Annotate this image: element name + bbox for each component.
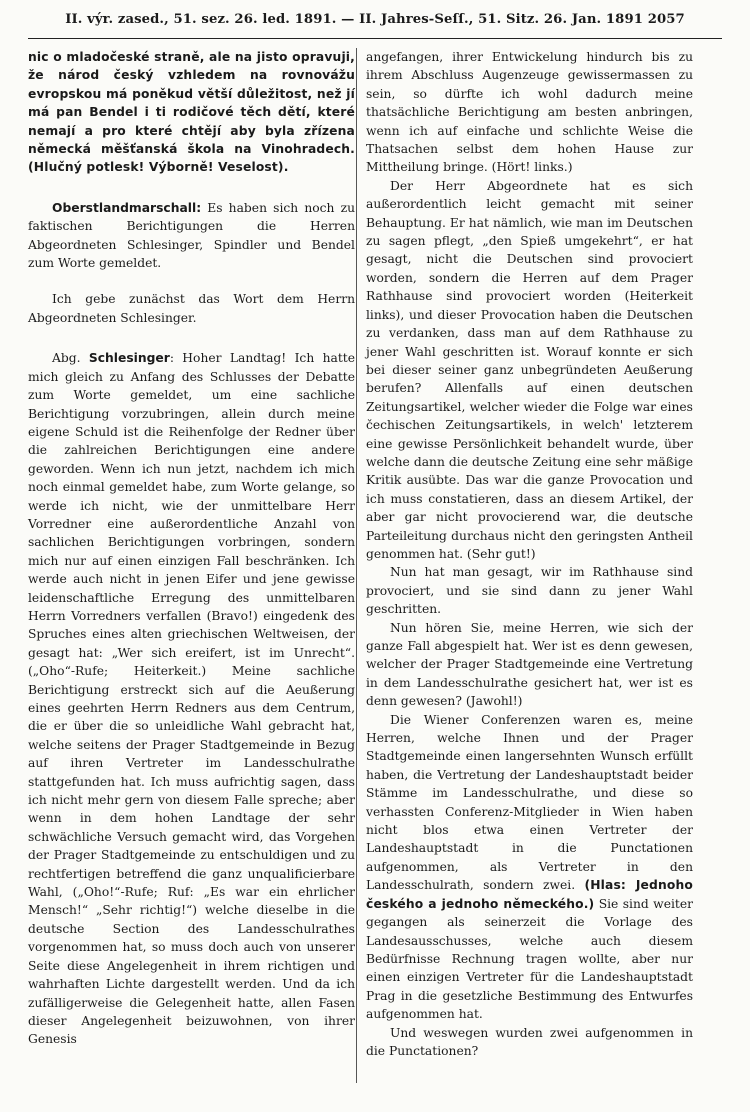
header-rule [28, 38, 722, 39]
paragraph-oberstlandmarschall [28, 199, 355, 273]
speaker-name: Schlesinger [88, 351, 170, 366]
right-column [366, 48, 693, 1060]
paragraph: Nun hören Sie, meine Herren, wie sich der ganze Fall abgespielt hat. Wer ist es denn gewesen, welcher der Prager Stadtgemeinde eine Vertretung in dem Landesschulrathe gesichert hat, wer ist es denn gewesen? (Jawohl!) [366, 620, 693, 709]
paragraph-text: : Hoher Landtag! Ich hatte mich gleich zu Anfang des Schlusses der Debatte zum Worte gemeldet, um eine sachliche Berichtigung vorzubringen, allein durch meine eigene Schuld ist die Reihenfolge der Redner über die zahlreichen Berichtigungen eine andere geworden. Wenn ich nun jetzt, nachdem ich mich noch einmal gemeldet habe, zum Worte gelange, so werde ich nicht, wie der unmittelbare Herr Vorredner eine außerordentliche Anzahl von sachlichen Berichtigungen vorbringen, sondern mich nur auf einen einzigen Fall beschränken. Ich werde auch nicht in jenen Eifer und jene gewisse leidenschaftliche Erregung des unmittelbaren Herrn Vorredners verfallen (Bravo!) eingedenk des Spruches eines alten griechischen Weltweisen, der gesagt hat: „Wer sich ereifert, ist im Unrecht“. („Oho“-Rufe; Heiterkeit.) Meine sachliche Berichtigung erstreckt sich auf die Aeußerung eines geehrten Herrn Redners aus dem Centrum, die er über die so unleidliche Wahl gebracht hat, welche seitens der Prager Stadtgemeinde in Bezug auf ihren Vertreter im Landesschulrathe stattgefunden hat. Ich muss aufrichtig sagen, dass ich nicht mehr gern von diesem Falle spreche; aber wenn in dem hohen Landtage der sehr schwächliche Versuch gemacht wird, das Vorgehen der Prager Stadtgemeinde zu entschuldigen und zu rechtfertigen betreffend die ganz unqualificierbare Wahl, („Oho!“-Rufe; Ruf: „Es war ein ehrlicher Mensch!“ „Sehr richtig!“) welche dieselbe in die deutsche Section des Landesschulrathes vorgenommen hat, so muss doch auch von unserer Seite diese Angelegenheit in ihrem richtigen und wahrhaften Lichte dargestellt werden. Und da ich zufälligerweise die Gelegenheit hatte, allen Fasen dieser Angelegenheit beizuwohnen, von ihrer Genesis [28, 351, 355, 1047]
paragraph-schlesinger [28, 349, 355, 1048]
paragraph: Der Herr Abgeordnete hat es sich außerordentlich leicht gemacht mit seiner Behauptung. Er hat nämlich, wie man im Deutschen zu sagen pflegt, „den Spieß umgekehrt“, er hat gesagt, nicht die Deutschen sind provociert worden, sondern die Herren auf dem Prager Rathhause sind provociert worden (Heiterkeit links), und dieser Provocation haben die Deutschen zu verdanken, dass man auf dem Rathhause zu jener Wahl geschritten ist. Worauf konnte er sich bei dieser seiner ganz unbegründeten Aeußerung berufen? Allenfalls auf einen deutschen Zeitungsartikel, welcher wieder die Folge war eines čechischen Zeitungsartikels, in welch' letzterem eine gewisse Persönlichkeit behandelt wurde, über welche dann die deutsche Zeitung eine sehr mäßige Kritik ausübte. Das war die ganze Provocation und ich muss constatieren, dass an diesem Artikel, der aber gar nicht provocierend war, die deutsche Parteileitung durchaus nicht den geringsten Antheil genommen hat. (Sehr gut!) [366, 178, 693, 561]
paragraph: Nun hat man gesagt, wir im Rathhause sind provociert, und sie sind dann zu jener Wahl geschritten. [366, 565, 693, 617]
czech-interjection: (Hlas: Jednoho českého a jednoho německého.) [366, 878, 693, 911]
left-column [28, 48, 355, 1049]
czech-paragraph: nic o mladočeské straně, ale na jisto opravuji, že národ český vzhledem na rovnovážu evropskou má poněkud větší důležitost, než jí má pan Bendel i ti rodičové těch dětí, které nemají a pro které chtějí aby byla zřízena německá měšťanská škola na Vinohradech. (Hlučný potlesk! Výborně! Veselost). [28, 50, 355, 175]
speaker-name: Oberstlandmarschall: [52, 200, 202, 215]
paragraph-continuation: angefangen, ihrer Entwickelung hindurch bis zu ihrem Abschluss Augenzeuge gewissermassen zu sein, so dürfte ich wohl dadurch meine thatsächliche Berichtigung am besten anbringen, wenn ich auf einfache und schlichte Weise die Thatsachen selbst dem hohen Hause zur Mittheilung bringe. (Hört! links.) [366, 50, 693, 175]
paragraph-text: Es haben sich noch zu faktischen Berichtigungen die Herren Abgeordneten Schlesinger, Spindler und Bendel zum Worte gemeldet. [28, 200, 355, 271]
paragraph-wiener-conferenzen [366, 711, 693, 1024]
page-header: II. výr. zased., 51. sez. 26. led. 1891. — II. Jahres-Seſſ., 51. Sitz. 26. Jan. 1891 2057 [65, 12, 685, 27]
paragraph-announcement: Ich gebe zunächst das Wort dem Herrn Abgeordneten Schlesinger. [28, 292, 355, 325]
paragraph-text: Sie sind weiter gegangen als seinerzeit die Vorlage des Landesausschusses, welche auch diesem Bedürfnisse Rechnung tragen wollte, aber nur einen einzigen Vertreter für die Landeshauptstadt Prag in die gesetzliche Bestimmung des Entwurfes aufgenommen hat. [366, 896, 694, 1022]
speaker-prefix: Abg. [52, 351, 89, 366]
paragraph: Und weswegen wurden zwei aufgenommen in die Punctationen? [366, 1025, 693, 1058]
column-divider [356, 48, 357, 1083]
paragraph-text: Die Wiener Conferenzen waren es, meine Herren, welche Ihnen und der Prager Stadtgemeinde einen langersehnten Wunsch erfüllt haben, die Vertretung der Landeshauptstadt beider Stämme im Landesschulrathe, und diese so verhassten Conferenz-Mitglieder in Wien haben nicht blos etwa einen Vertreter der Landeshauptstadt in die Punctationen aufgenommen, als Vertreter in den Landesschulrath, sondern zwei. [366, 712, 693, 893]
